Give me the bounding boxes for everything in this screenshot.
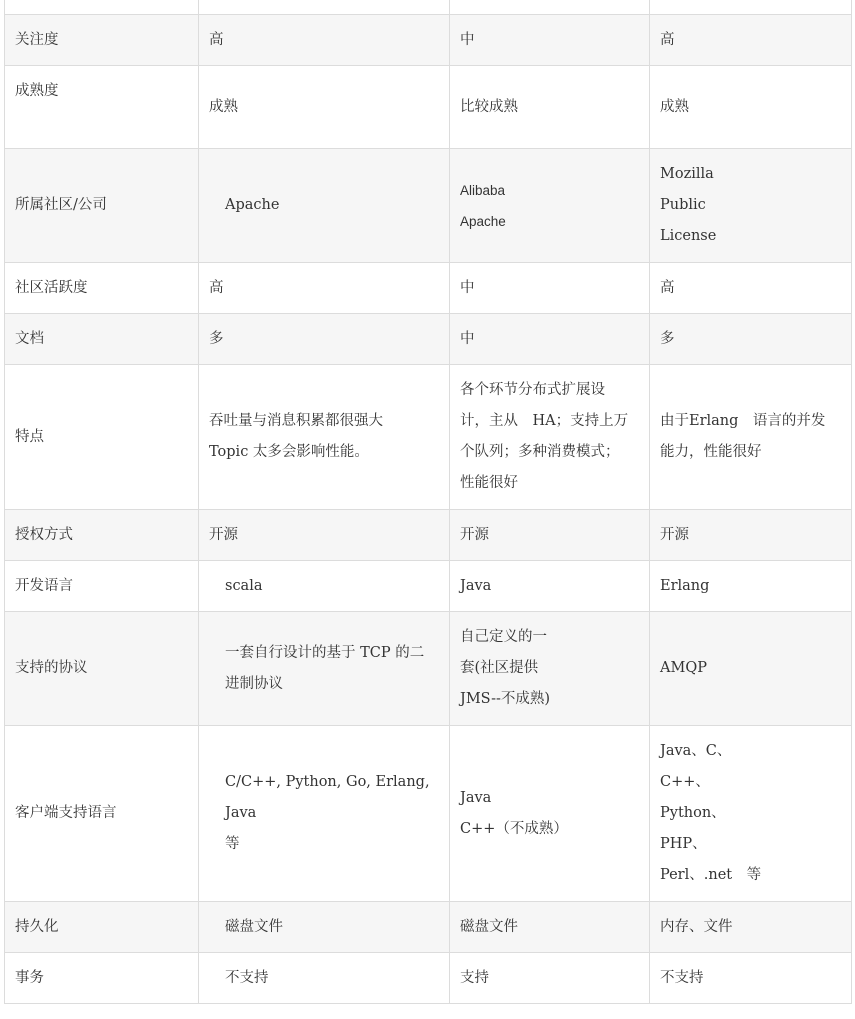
row-label-text: 关注度 <box>15 31 59 48</box>
cell-line: Java <box>460 789 492 806</box>
cell-line: 开源 <box>660 526 689 543</box>
cell-line: Public <box>660 197 706 213</box>
cell-col1 <box>199 66 450 149</box>
cell-line: 个队列；多种消费模式； <box>460 444 620 460</box>
cell-line: 一套自行设计的基于 TCP 的二 <box>225 644 425 661</box>
cell-line: 能力，性能很好 <box>660 444 762 460</box>
cell-line: 进制协议 <box>225 675 283 692</box>
row-label <box>5 314 199 365</box>
cell-line: 多 <box>660 330 675 347</box>
row-label-text: 开发语言 <box>15 577 73 594</box>
cell-col1 <box>199 510 450 561</box>
cell-line: C++、 <box>660 774 710 790</box>
cell-line: 不支持 <box>225 969 269 986</box>
table-row <box>5 612 852 726</box>
cell-col1 <box>199 561 450 612</box>
table-row <box>5 0 852 15</box>
cell-col2 <box>450 902 650 953</box>
row-label-text: 客户端支持语言 <box>15 805 117 821</box>
cell-line: 内存、文件 <box>660 918 733 935</box>
cell-line: 磁盘文件 <box>225 918 283 935</box>
row-label <box>5 902 199 953</box>
cell-col3 <box>650 66 852 149</box>
cell-line: Erlang <box>660 577 710 594</box>
cell-line: 开源 <box>209 526 238 543</box>
cell-line: 高 <box>660 279 675 296</box>
cell-line: Python、 <box>660 805 726 821</box>
cell-col3 <box>650 149 852 263</box>
row-label <box>5 0 199 15</box>
row-label <box>5 66 199 149</box>
row-label-text: 文档 <box>15 330 44 347</box>
cell-line: 高 <box>209 31 224 48</box>
cell-col3 <box>650 365 852 510</box>
table-row <box>5 66 852 149</box>
cell-line: Apache <box>225 197 280 213</box>
cell-line: 计，主从 HA；支持上万 <box>460 413 629 429</box>
row-label-text: 持久化 <box>15 918 59 935</box>
cell-line: 高 <box>209 279 224 296</box>
cell-line: C++（不成熟） <box>460 820 568 837</box>
row-label <box>5 365 199 510</box>
table-row <box>5 726 852 902</box>
cell-col1 <box>199 314 450 365</box>
row-label-text: 授权方式 <box>15 526 73 543</box>
cell-line: 比较成熟 <box>460 98 518 115</box>
cell-line: scala <box>225 577 263 594</box>
table-body <box>5 0 852 1004</box>
row-label <box>5 15 199 66</box>
cell-col3 <box>650 263 852 314</box>
cell-col3 <box>650 0 852 15</box>
cell-col1 <box>199 0 450 15</box>
cell-line: 多 <box>209 330 224 347</box>
cell-line: 由于Erlang 语言的并发 <box>660 413 826 429</box>
table-row <box>5 314 852 365</box>
cell-col2 <box>450 561 650 612</box>
cell-col1 <box>199 263 450 314</box>
row-label-text: 所属社区/公司 <box>15 197 107 213</box>
table-row <box>5 365 852 510</box>
cell-line: JMS--不成熟) <box>460 691 551 707</box>
cell-col2 <box>450 314 650 365</box>
cell-line: Mozilla <box>660 166 714 182</box>
row-label-text: 特点 <box>15 428 44 445</box>
cell-col2 <box>450 612 650 726</box>
cell-line: 中 <box>460 31 475 48</box>
cell-col3 <box>650 726 852 902</box>
cell-col3 <box>650 510 852 561</box>
cell-line: 高 <box>660 31 675 48</box>
cell-col3 <box>650 612 852 726</box>
cell-line: C/C++, Python, Go, Erlang, Java <box>225 774 430 821</box>
cell-col1 <box>199 365 450 510</box>
cell-line: 成熟 <box>209 98 238 115</box>
row-label <box>5 149 199 263</box>
cell-line: PHP、 <box>660 836 707 852</box>
cell-line: Topic 太多会影响性能。 <box>209 444 369 460</box>
cell-line: 性能很好 <box>460 475 518 491</box>
row-label <box>5 612 199 726</box>
cell-col3 <box>650 15 852 66</box>
cell-col1 <box>199 902 450 953</box>
cell-col2 <box>450 263 650 314</box>
cell-col2 <box>450 510 650 561</box>
cell-line: Perl、.net 等 <box>660 867 762 883</box>
cell-line: 中 <box>460 279 475 296</box>
cell-line: 自己定义的一 <box>460 629 547 645</box>
cell-col2 <box>450 365 650 510</box>
row-label-text: 社区活跃度 <box>15 279 88 296</box>
cell-line: 中 <box>460 330 475 347</box>
cell-line: 各个环节分布式扩展设 <box>460 382 605 398</box>
cell-col3 <box>650 953 852 1004</box>
cell-col2 <box>450 0 650 15</box>
row-label <box>5 953 199 1004</box>
cell-line: Java <box>460 577 492 594</box>
table-row <box>5 561 852 612</box>
cell-col1 <box>199 726 450 902</box>
cell-col1 <box>199 953 450 1004</box>
cell-line: Alibaba <box>460 182 506 198</box>
row-label-text: 事务 <box>15 969 44 986</box>
row-label-text: 成熟度 <box>15 83 59 99</box>
cell-line: 开源 <box>460 526 489 543</box>
table-row <box>5 15 852 66</box>
cell-col1 <box>199 149 450 263</box>
cell-col1 <box>199 15 450 66</box>
comparison-table <box>4 0 852 1004</box>
cell-line: 吞吐量与消息积累都很强大 <box>209 413 383 429</box>
cell-col2 <box>450 953 650 1004</box>
cell-col2 <box>450 726 650 902</box>
cell-line: License <box>660 228 717 244</box>
cell-line: 套(社区提供 <box>460 660 539 676</box>
table-row <box>5 902 852 953</box>
cell-line: 不支持 <box>660 969 704 986</box>
cell-line: 等 <box>225 836 240 852</box>
cell-line: 磁盘文件 <box>460 918 518 935</box>
table-row <box>5 263 852 314</box>
table-row <box>5 510 852 561</box>
row-label <box>5 510 199 561</box>
row-label <box>5 263 199 314</box>
cell-line: Apache <box>460 213 506 229</box>
cell-line: 支持 <box>460 969 489 986</box>
cell-col2 <box>450 149 650 263</box>
cell-line: 成熟 <box>660 98 689 115</box>
table-row <box>5 149 852 263</box>
cell-col2 <box>450 15 650 66</box>
cell-col2 <box>450 66 650 149</box>
cell-col3 <box>650 902 852 953</box>
cell-line: Java、C、 <box>660 743 732 759</box>
cell-line: AMQP <box>660 660 707 676</box>
row-label <box>5 726 199 902</box>
cell-col1 <box>199 612 450 726</box>
table-row <box>5 953 852 1004</box>
cell-col3 <box>650 561 852 612</box>
cell-col3 <box>650 314 852 365</box>
row-label-text: 支持的协议 <box>15 660 88 676</box>
row-label <box>5 561 199 612</box>
